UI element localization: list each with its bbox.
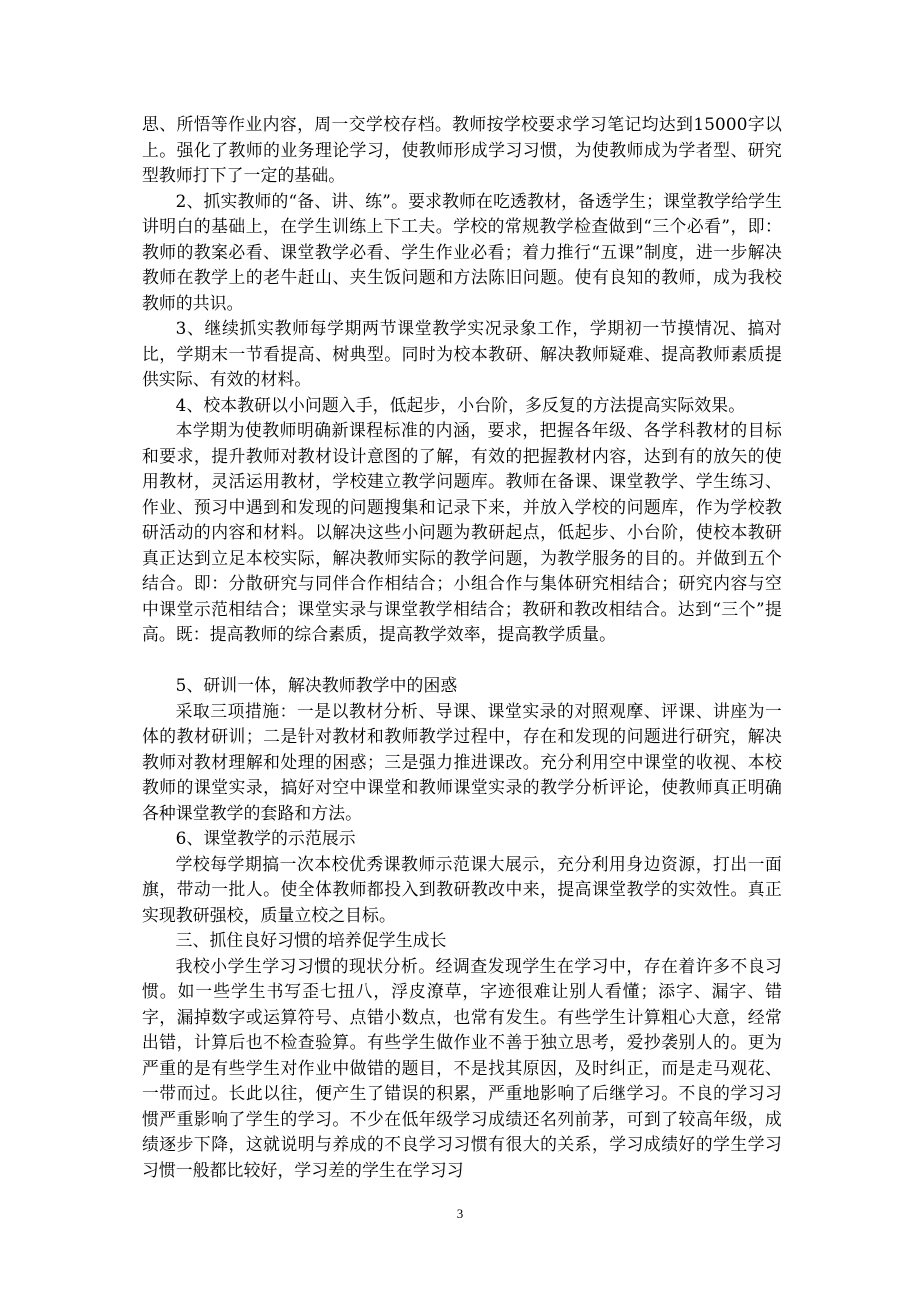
paragraph-demo-class: 学校每学期搞一次本校优秀课教师示范课大展示，充分利用身边资源，打出一面旗，带动一批人。使全体教师都投入到教研教改中来，提高课堂教学的实效性。真正实现教研强校，质量立校之目标。	[142, 853, 782, 925]
paragraph-item-3: 3、继续抓实教师每学期两节课堂教学实况录象工作，学期初一节摸情况、搞对比，学期末一节看提高、树典型。同时为校本教研、解决教师疑难、提高教师素质提供实际、有效的材料。	[142, 318, 782, 389]
heading-item-5: 5、研训一体，解决教师教学中的困惑	[175, 675, 458, 695]
paragraph-habits-analysis: 我校小学生学习习惯的现状分析。经调查发现学生在学习中，存在着许多不良习惯。如一些学生书写歪七扭八，浮皮潦草，字迹很难让别人看懂；添字、漏字、错字，漏掉数字或运算符号、点错小数点，也常有发生。有些学生计算粗心大意，经常出错，计算后也不检查验算。有些学生做作业不善于独立思考，爱抄袭别人的。更为严重的是有些学生对作业中做错的题目，不是找其原因，及时纠正，而是走马观花、一带而过。长此以往，便产生了错误的积累，严重地影响了后继学习。不良的学习习惯严重影响了学生的学习。不少在低年级学习成绩还名列前茅，可到了较高年级，成绩逐步下降，这就说明与养成的不良学习习惯有很大的关系，学习成绩好的学生学习习惯一般都比较好，学习差的学生在学习习	[142, 955, 782, 1180]
paragraph-item-2: 2、抓实教师的“备、讲、练”。要求教师在吃透教材，备透学生；课堂教学给学生讲明白的基础上，在学生训练上下工夫。学校的常规教学检查做到“三个必看”，即：教师的教案必看、课堂教学必看、学生作业必看；着力推行“五课”制度，进一步解决教师在教学上的老牛赶山、夹生饭问题和方法陈旧问题。使有良知的教师，成为我校教师的共识。	[142, 190, 782, 313]
document-body	[142, 112, 782, 1183]
page-number: 3	[456, 1206, 464, 1221]
paragraph-question-bank: 本学期为使教师明确新课程标准的内涵，要求，把握各年级、各学科教材的目标和要求，提升教师对教材设计意图的了解，有效的把握教材内容，达到有的放矢的使用教材，灵活运用教材，学校建立教学问题库。教师在备课、课堂教学、学生练习、作业、预习中遇到和发现的问题搜集和记录下来，并放入学校的问题库，作为学校教研活动的内容和材料。以解决这些小问题为教研起点，低起步、小台阶，使校本教研真正达到立足本校实际，解决教师实际的教学问题，为教学服务的目的。并做到五个结合。即：分散研究与同伴合作相结合；小组合作与集体研究相结合；研究内容与空中课堂示范相结合；课堂实录与课堂教学相结合；教研和教改相结合。达到“三个”提高。既：提高教师的综合素质，提高教学效率，提高教学质量。	[142, 420, 782, 644]
paragraph-item-4: 4、校本教研以小问题入手，低起步，小台阶，多反复的方法提高实际效果。	[175, 394, 746, 415]
heading-item-6: 6、课堂教学的示范展示	[175, 828, 356, 848]
paragraph-three-measures: 采取三项措施：一是以教材分析、导课、课堂实录的对照观摩、评课、讲座为一体的教材研训；二是针对教材和教师教学过程中，存在和发现的问题进行研究，解决教师对教材理解和处理的困惑；三是强力推进课改。充分利用空中课堂的收视、本校教师的课堂实录，搞好对空中课堂和教师课堂实录的教学分析评论，使教师真正明确各种课堂教学的套路和方法。	[142, 700, 782, 823]
section-heading-habits: 三、抓住良好习惯的培养促学生成长	[175, 930, 447, 950]
blank-line	[142, 648, 782, 674]
paragraph-continuation: 思、所悟等作业内容，周一交学校存档。教师按学校要求学习笔记均达到15000字以上。强化了教师的业务理论学习，使教师形成学习习惯，为使教师成为学者型、研究型教师打下了一定的基础。	[142, 114, 782, 185]
